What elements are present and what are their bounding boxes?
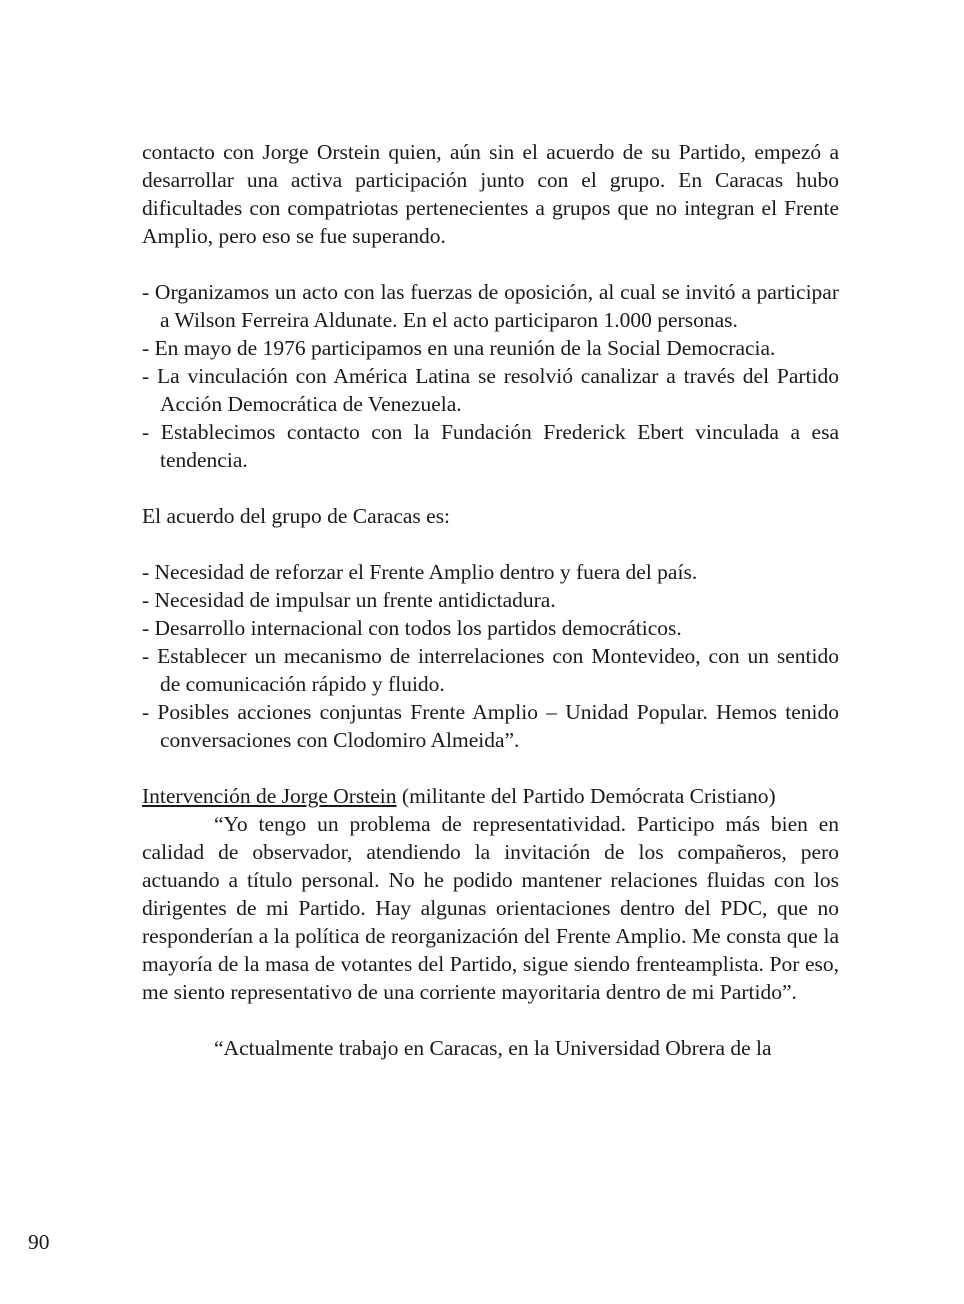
agreement-list (142, 558, 839, 754)
activities-list (142, 278, 839, 474)
list-item: - Necesidad de reforzar el Frente Amplio dentro y fuera del país. (142, 560, 698, 584)
intervention-note: (militante del Partido Demócrata Cristiano) (396, 784, 776, 808)
spacer (142, 754, 839, 782)
list-item: - Establecer un mecanismo de interrelaciones con Montevideo, con un sentido de comunicación rápido y fluido. (142, 644, 839, 696)
acuerdo-heading: El acuerdo del grupo de Caracas es: (142, 504, 451, 528)
list-item: - Establecimos contacto con la Fundación Frederick Ebert vinculada a esa tendencia. (142, 420, 839, 472)
intervention-title: Intervención de Jorge Orstein (142, 784, 397, 808)
page-number: 90 (28, 1230, 50, 1254)
list-item: - Desarrollo internacional con todos los partidos democráticos. (142, 616, 682, 640)
quote-paragraph-continued: “Actualmente trabajo en Caracas, en la Universidad Obrera de la (214, 1036, 772, 1060)
spacer (142, 250, 839, 278)
list-item: - Posibles acciones conjuntas Frente Amplio – Unidad Popular. Hemos tenido conversaciones con Clodomiro Almeida”. (142, 700, 839, 752)
list-item: - Organizamos un acto con las fuerzas de oposición, al cual se invitó a participar a Wilson Ferreira Aldunate. En el acto participaron 1.000 personas. (142, 280, 839, 332)
quote-paragraph: “Yo tengo un problema de representatividad. Participo más bien en calidad de observador, atendiendo la invitación de los compañeros, pero actuando a título personal. No he podido mantener relaciones fluidas con los dirigentes de mi Partido. Hay algunas orientaciones dentro del PDC, que no responderían a la política de reorganización del Frente Amplio. Me consta que la mayoría de la masa de votantes del Partido, sigue siendo frenteamplista. Por eso, me siento representativo de una corriente mayoritaria dentro de mi Partido”. (142, 812, 839, 1004)
spacer (142, 1006, 839, 1034)
spacer (142, 474, 839, 502)
list-item: - En mayo de 1976 participamos en una reunión de la Social Democracia. (142, 336, 776, 360)
list-item: - Necesidad de impulsar un frente antidictadura. (142, 588, 556, 612)
intervention-heading (142, 782, 839, 810)
paragraph-contacto: contacto con Jorge Orstein quien, aún sin el acuerdo de su Partido, empezó a desarrollar una activa participación junto con el grupo. En Caracas hubo dificultades con compatriotas pertenecientes a grupos que no integran el Frente Amplio, pero eso se fue superando. (142, 140, 839, 248)
list-item: - La vinculación con América Latina se resolvió canalizar a través del Partido Acción Democrática de Venezuela. (142, 364, 839, 416)
page-body (142, 138, 839, 1062)
spacer (142, 530, 839, 558)
